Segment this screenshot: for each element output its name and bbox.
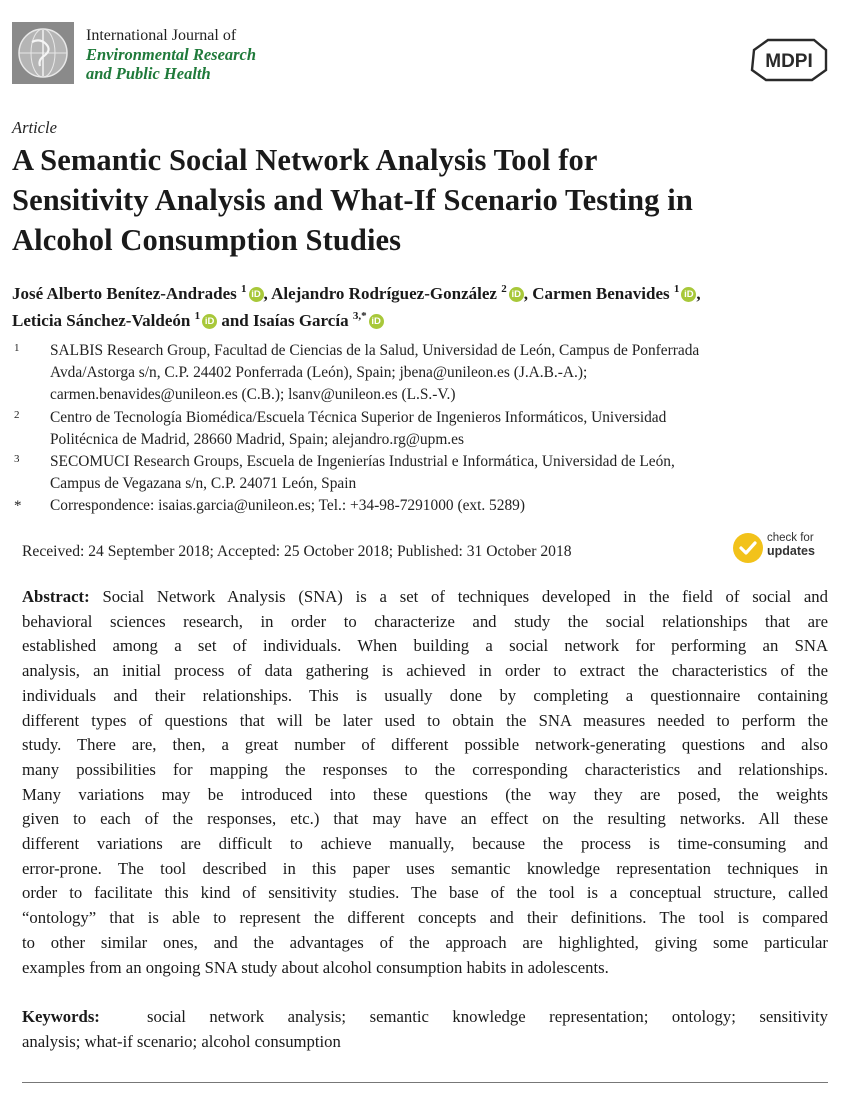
author-separator: , [263,284,268,303]
abstract-line: behavioral sciences research, in order to characterize and study the social relationships that are [22,611,828,631]
author-name[interactable]: Carmen Benavides [532,284,670,303]
author-affiliation-ref: 3,* [352,310,367,322]
title-line: A Semantic Social Network Analysis Tool for [12,143,598,177]
affiliation-number: 1 [14,342,20,354]
title-line: Sensitivity Analysis and What-If Scenario Testing in [12,183,693,217]
affiliation-number: 2 [14,408,20,421]
affiliation-item [14,451,834,495]
affiliation-line: Centro de Tecnología Biomédica/Escuela Técnica Superior de Ingenieros Informáticos, Universidad [50,408,667,426]
abstract-line: different types of questions that will be later used to obtain the SNA measures needed to perform the [22,710,828,730]
author-name[interactable]: Alejandro Rodríguez-González [271,284,497,303]
affiliations [14,340,834,518]
keywords [22,1005,828,1054]
orcid-icon[interactable]: iD [202,314,217,329]
abstract-line: different variations are difficult to achieve manually, because the process is time-consuming and [22,834,828,854]
section-divider [22,1082,828,1083]
journal-name-line2: Environmental Research [86,45,257,64]
publication-dates: Received: 24 September 2018; Accepted: 25 October 2018; Published: 31 October 2018 [22,543,572,560]
affiliation-line: SECOMUCI Research Groups, Escuela de Ingenierías Industrial e Informática, Universidad de León, [50,453,675,471]
publisher-logo [748,36,830,82]
author-affiliation-ref: 1 [673,283,680,295]
abstract-line: individuals and their relationships. This is usually done by completing a questionnaire containing [22,685,828,705]
abstract-line: analysis, an initial process of data gathering is achieved in order to extract the characteristics of the [22,661,828,681]
author-separator: , [523,284,528,303]
orcid-icon[interactable]: iD [509,287,524,302]
orcid-icon[interactable]: iD [249,287,264,302]
author-affiliation-ref: 2 [501,283,507,295]
affiliation-line: carmen.benavides@unileon.es (C.B.); lsanv@unileon.es (L.S.-V.) [50,386,456,404]
affiliation-number: 3 [14,453,20,466]
check-for-updates-badge[interactable] [733,532,833,564]
check-updates-line2: updates [767,544,815,558]
journal-name [86,26,256,83]
article-title [12,140,832,260]
affiliation-line: Campus de Vegazana s/n, C.P. 24071 León, Spain [50,475,357,493]
keywords-line [22,1005,828,1030]
abstract-line: Many variations may be introduced into these questions (the way they are posed, the weights [22,784,828,804]
correspondence-item [14,495,834,517]
author-affiliation-ref: 1 [194,310,201,322]
abstract-line: to other similar ones, and the advantages of the approach are highlighted, giving some particular [22,932,828,952]
journal-logo [12,22,74,84]
affiliation-line: SALBIS Research Group, Facultad de Ciencias de la Salud, Universidad de León, Campus de Ponferrada [50,342,700,359]
abstract-line: study. There are, then, a great number of different possible network-generating questions and also [22,735,828,755]
abstract-line: given to each of the responses, etc.) that may have an effect on the resulting networks. All these [22,809,828,829]
abstract-line: examples from an ongoing SNA study about alcohol consumption habits in adolescents. [22,957,609,977]
affiliation-item [14,407,834,451]
check-updates-line1: check for [767,532,814,544]
journal-name-line1: International Journal of [86,27,237,44]
abstract-label: Abstract: [22,587,90,606]
abstract-text: Social Network Analysis (SNA) is a set of techniques developed in the field of social and [102,587,828,606]
publisher-name: MDPI [765,51,813,72]
abstract-line: order to facilitate this kind of sensitivity studies. The base of the tool is a conceptual structure, called [22,883,828,903]
affiliation-line: Politécnica de Madrid, 28660 Madrid, Spain; alejandro.rg@upm.es [50,430,464,448]
abstract-line: “ontology” that is able to represent the different concepts and their definitions. The tool is compared [22,908,828,928]
abstract-line: many possibilities for mapping the responses to the corresponding characteristics and relationships. [22,759,828,779]
journal-name-line3: and Public Health [86,64,211,83]
author-list [12,280,832,334]
author-separator: , [696,284,701,303]
affiliation-line: Avda/Astorga s/n, C.P. 24402 Ponferrada (León), Spain; jbena@unileon.es (J.A.B.-A.); [50,364,588,382]
article-type: Article [12,118,57,137]
affiliation-item [14,340,834,407]
correspondence-line: Correspondence: isaias.garcia@unileon.es; Tel.: +34-98-7291000 (ext. 5289) [50,497,525,515]
abstract-line: error-prone. The tool described in this paper uses semantic knowledge representation techniques in [22,858,828,878]
author-name[interactable]: José Alberto Benítez-Andrades [12,284,237,303]
author-connector: and [221,311,249,330]
keywords-text: social network analysis; semantic knowledge representation; ontology; sensitivity [146,1007,828,1026]
check-updates-icon [733,533,763,563]
author-affiliation-ref: 1 [241,283,247,295]
correspondence-marker: * [14,498,22,515]
title-line: Alcohol Consumption Studies [12,223,402,257]
abstract-line: established among a set of individuals. When building a social network for performing an SNA [22,636,828,656]
abstract [22,585,828,980]
keywords-line: analysis; what-if scenario; alcohol consumption [22,1031,341,1051]
orcid-icon[interactable]: iD [681,287,696,302]
abstract-line [22,585,828,610]
author-name[interactable]: Isaías García [253,311,349,330]
orcid-icon[interactable]: iD [369,314,384,329]
keywords-label: Keywords: [22,1007,100,1026]
author-name[interactable]: Leticia Sánchez-Valdeón [12,311,191,330]
